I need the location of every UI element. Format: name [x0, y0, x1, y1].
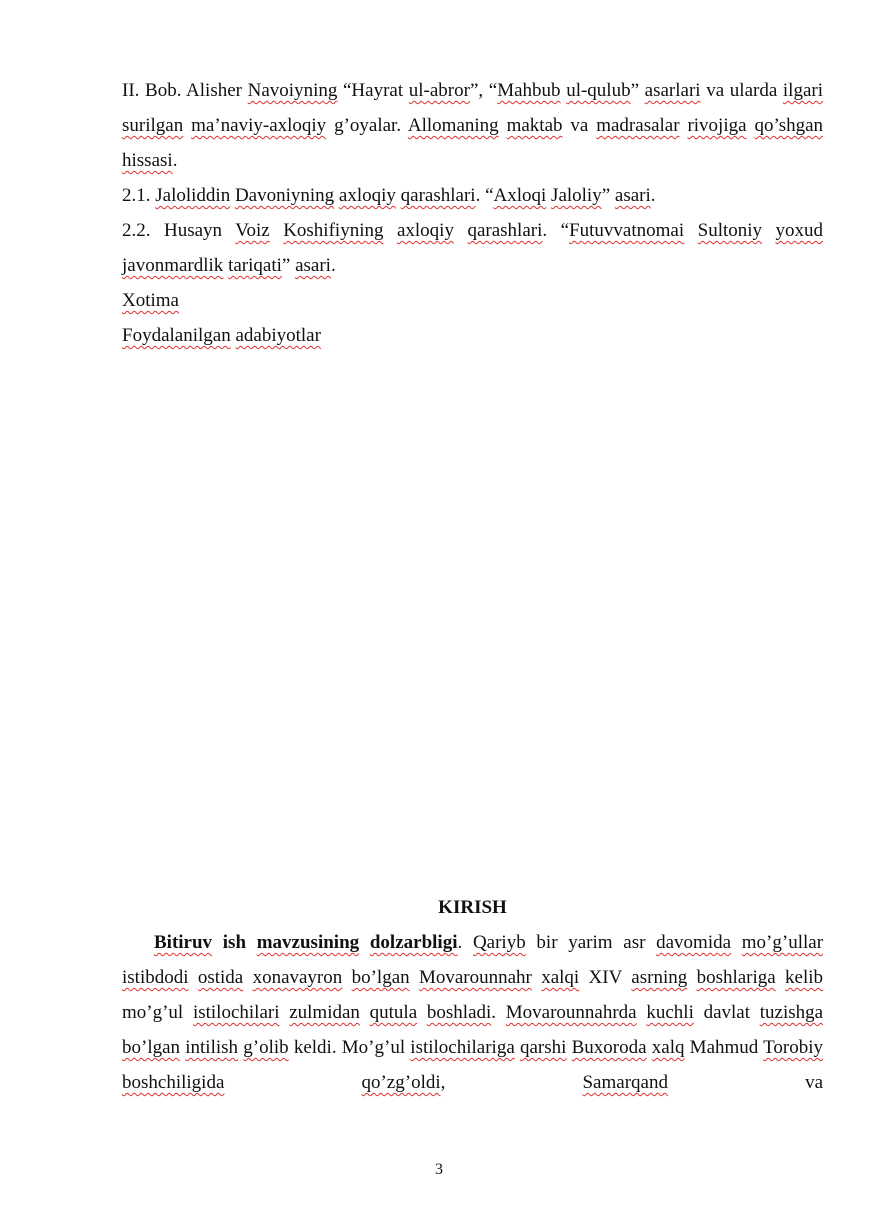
misspelled-word: qarshi: [519, 1037, 567, 1058]
text-run: [762, 220, 776, 241]
text-run: [454, 220, 468, 241]
text-run: [532, 967, 541, 988]
text-run: [224, 1072, 361, 1093]
misspelled-word: qo’shgan: [754, 115, 824, 136]
text-run: [731, 932, 742, 953]
misspelled-word: mavzusining: [256, 932, 360, 953]
section-heading-introduction: KIRISH: [438, 897, 507, 918]
text-run: [383, 220, 397, 241]
misspelled-word: asarlari: [644, 80, 701, 101]
misspelled-word: ostida: [197, 967, 244, 988]
intro-paragraph: [122, 925, 823, 1100]
misspelled-word: qo’zg’oldi: [361, 1072, 441, 1093]
page-number: 3: [435, 1161, 443, 1178]
introduction-body: [122, 925, 823, 1100]
misspelled-word: kelib: [785, 967, 824, 988]
misspelled-word: bo’lgan: [122, 1037, 181, 1058]
misspelled-word: g’olib: [243, 1037, 289, 1058]
misspelled-word: madrasalar: [596, 115, 680, 136]
text-run: [684, 220, 698, 241]
misspelled-word: Foydalanilgan: [122, 325, 231, 346]
text-run: XIV: [579, 967, 632, 988]
text-run: ”: [281, 255, 296, 276]
misspelled-word: xalq: [651, 1037, 685, 1058]
misspelled-word: Futuvvatnomai: [569, 220, 685, 241]
text-run: [359, 932, 370, 953]
text-run: ”: [630, 80, 645, 101]
text-run: va: [562, 115, 597, 136]
misspelled-word: Allomaning: [407, 115, 499, 136]
text-run: .: [330, 255, 336, 276]
text-run: [183, 115, 191, 136]
misspelled-word: xalqi: [541, 967, 580, 988]
misspelled-word: yoxud: [775, 220, 824, 241]
text-run: . “: [475, 185, 494, 206]
toc-entry-conclusion: [122, 283, 823, 318]
misspelled-word: Movarounnahrda: [505, 1002, 637, 1023]
text-run: 2.2. Husayn: [122, 220, 236, 241]
text-run: [342, 967, 351, 988]
misspelled-word: Koshifiyning: [283, 220, 384, 241]
text-run: g’oyalar.: [326, 115, 408, 136]
misspelled-word: intilish: [185, 1037, 239, 1058]
text-run: 2.1.: [122, 185, 156, 206]
misspelled-word: adabiyotlar: [235, 325, 321, 346]
text-run: va ularda: [700, 80, 783, 101]
misspelled-word: axloqiy: [338, 185, 396, 206]
misspelled-word: dolzarbligi: [369, 932, 458, 953]
misspelled-word: ul-qulub: [566, 80, 631, 101]
misspelled-word: zulmidan: [289, 1002, 360, 1023]
text-run: . “: [542, 220, 570, 241]
misspelled-word: boshlariga: [696, 967, 776, 988]
misspelled-word: kuchli: [646, 1002, 694, 1023]
text-run: ”, “: [469, 80, 498, 101]
text-run: .: [172, 150, 178, 171]
text-run: [637, 1002, 647, 1023]
misspelled-word: Jaloliddin: [155, 185, 231, 206]
text-run: [279, 1002, 289, 1023]
misspelled-word: rivojiga: [687, 115, 747, 136]
text-run: “Hayrat: [337, 80, 409, 101]
text-run: .: [650, 185, 656, 206]
misspelled-word: Buxoroda: [571, 1037, 647, 1058]
toc-entry-2-1: [122, 178, 823, 213]
text-run: mo’g’ul: [122, 1002, 193, 1023]
misspelled-word: javonmardlik: [122, 255, 224, 276]
misspelled-word: axloqiy: [396, 220, 454, 241]
misspelled-word: Mahbub: [497, 80, 561, 101]
misspelled-word: Axloqi: [493, 185, 547, 206]
misspelled-word: boshchiligida: [122, 1072, 225, 1093]
misspelled-word: tuzishga: [759, 1002, 824, 1023]
text-run: keldi. Mo’g’ul: [288, 1037, 411, 1058]
text-run: davlat: [693, 1002, 760, 1023]
misspelled-word: davomida: [656, 932, 732, 953]
misspelled-word: istilochilariga: [410, 1037, 515, 1058]
misspelled-word: ma’naviy-axloqiy: [191, 115, 327, 136]
text-run: va: [667, 1072, 823, 1093]
misspelled-word: qarashlari: [400, 185, 476, 206]
text-run: [687, 967, 696, 988]
misspelled-word: Movarounnahr: [418, 967, 532, 988]
misspelled-word: bo’lgan: [351, 967, 410, 988]
text-run: [776, 967, 785, 988]
text-run: [243, 967, 252, 988]
misspelled-word: Torobiy: [763, 1037, 824, 1058]
toc-entry-2-2: [122, 213, 823, 283]
misspelled-word: surilgan: [122, 115, 184, 136]
text-run: [270, 220, 284, 241]
text-run: ish: [212, 932, 257, 953]
misspelled-word: maktab: [506, 115, 563, 136]
misspelled-word: Bitiruv: [154, 932, 213, 953]
misspelled-word: qarashlari: [467, 220, 543, 241]
table-of-contents: [122, 73, 823, 353]
toc-entry-chapter-2: [122, 73, 823, 178]
text-run: [417, 1002, 427, 1023]
misspelled-word: mo’g’ullar: [741, 932, 824, 953]
text-run: Mahmud: [684, 1037, 764, 1058]
misspelled-word: asari: [614, 185, 651, 206]
misspelled-word: istilochilari: [192, 1002, 280, 1023]
misspelled-word: ilgari: [782, 80, 824, 101]
text-run: .: [457, 932, 473, 953]
toc-entry-references: [122, 318, 823, 353]
text-run: bir yarim asr: [525, 932, 657, 953]
misspelled-word: istibdodi: [122, 967, 189, 988]
text-run: [360, 1002, 370, 1023]
misspelled-word: ul-abror: [408, 80, 470, 101]
text-run: II. Bob. Alisher: [122, 80, 248, 101]
misspelled-word: tariqati: [228, 255, 282, 276]
misspelled-word: Navoiyning: [247, 80, 338, 101]
misspelled-word: asrning: [631, 967, 688, 988]
misspelled-word: asari: [295, 255, 331, 276]
misspelled-word: Qariyb: [472, 932, 526, 953]
misspelled-word: qutula: [369, 1002, 418, 1023]
text-run: ”: [601, 185, 615, 206]
text-run: [189, 967, 198, 988]
misspelled-word: Davoniyning: [234, 185, 335, 206]
misspelled-word: Samarqand: [582, 1072, 668, 1093]
misspelled-word: Jaloliy: [551, 185, 602, 206]
misspelled-word: Voiz: [235, 220, 270, 241]
misspelled-word: xonavayron: [252, 967, 343, 988]
text-run: .: [491, 1002, 506, 1023]
misspelled-word: boshladi: [426, 1002, 492, 1023]
text-run: [499, 115, 507, 136]
text-run: ,: [440, 1072, 583, 1093]
misspelled-word: Sultoniy: [697, 220, 763, 241]
misspelled-word: hissasi: [122, 150, 173, 171]
text-run: [410, 967, 419, 988]
misspelled-word: Xotima: [122, 290, 179, 311]
